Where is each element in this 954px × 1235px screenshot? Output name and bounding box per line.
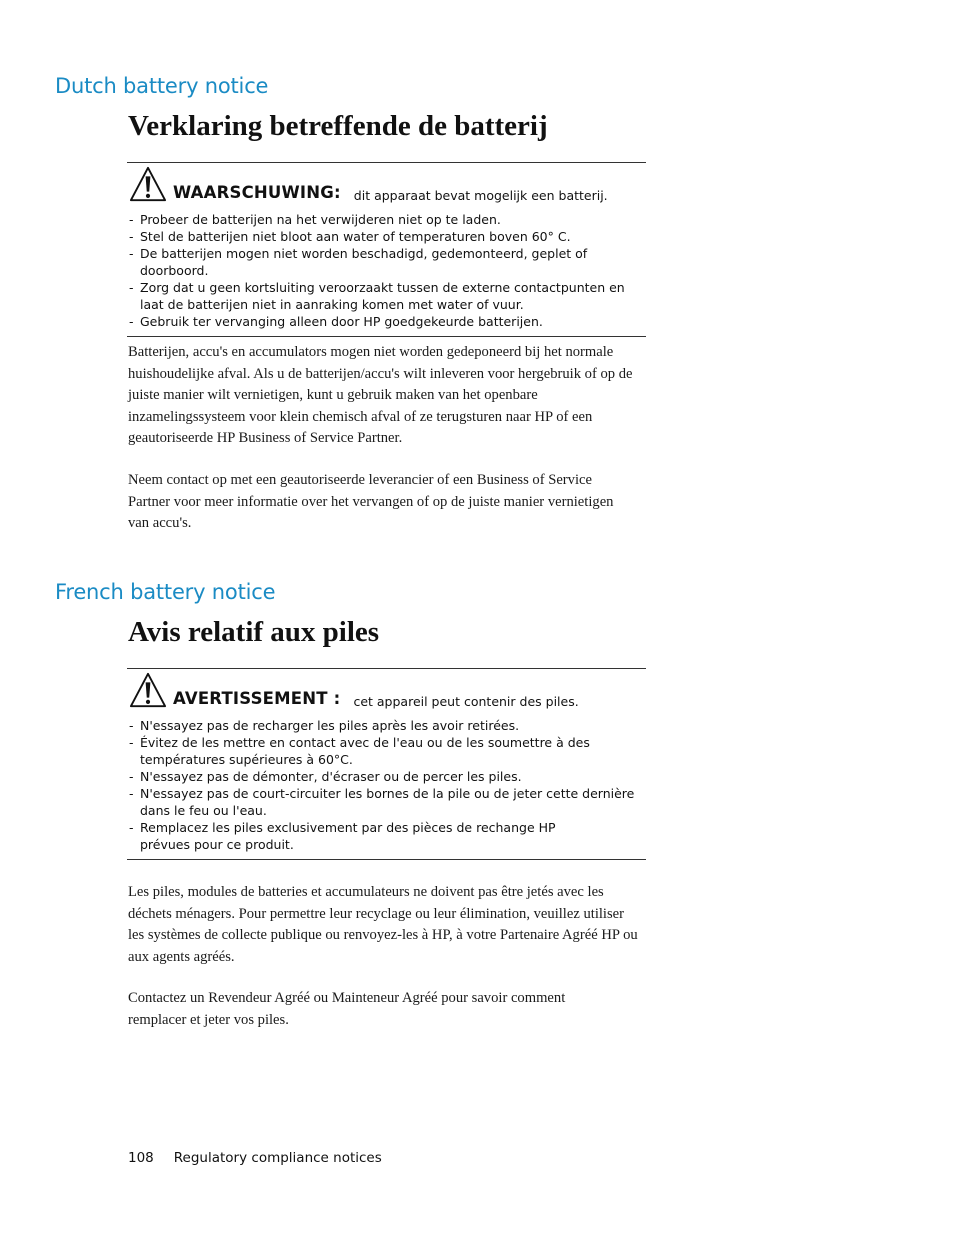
french-warning-label: AVERTISSEMENT : — [173, 689, 341, 708]
list-item: - Probeer de batterijen na het verwijderen niet op te laden. — [129, 212, 501, 227]
list-item: - Zorg dat u geen kortsluiting veroorzaakt tussen de externe contactpunten en laat de batterijen niet in aanraking komen met water of vuur. — [129, 280, 625, 312]
chapter-title: Regulatory compliance notices — [173, 1150, 382, 1166]
dutch-warning-box — [127, 162, 646, 337]
list-item: - Évitez de les mettre en contact avec de l'eau ou de les soumettre à des températures supérieures à 60°C. — [129, 735, 590, 767]
dutch-warning-list — [127, 203, 646, 336]
dutch-paragraph-1: Batterijen, accu's en accumulators mogen niet worden gedeponeerd bij het normale huishoudelijke afval. Als u de batterijen/accu's wilt inleveren voor hergebruik of op de juiste manier wilt vernietigen, kunt u gebruik maken van het openbare inzamelingssysteem voor klein chemisch afval of ze terugsturen naar HP of een geautoriseerde HP Business of Service Partner. — [128, 344, 633, 447]
dutch-warning-header — [127, 163, 646, 203]
list-item: - De batterijen mogen niet worden beschadigd, gedemonteerd, geplet of doorboord. — [129, 246, 588, 278]
french-notice-title: Avis relatif aux piles — [128, 616, 380, 648]
french-paragraph-2: Contactez un Revendeur Agréé ou Mainteneur Agréé pour savoir comment remplacer et jeter vos piles. — [128, 990, 566, 1028]
dutch-notice-title: Verklaring betreffende de batterij — [128, 110, 548, 142]
list-item: - N'essayez pas de court-circuiter les bornes de la pile ou de jeter cette dernière dans le feu ou l'eau. — [129, 786, 635, 818]
list-item: - Gebruik ter vervanging alleen door HP goedgekeurde batterijen. — [129, 314, 543, 329]
list-item: - N'essayez pas de recharger les piles après les avoir retirées. — [129, 718, 520, 733]
list-item: - Remplacez les piles exclusivement par des pièces de rechange HP prévues pour ce produit. — [129, 820, 556, 852]
french-section-heading: French battery notice — [55, 580, 276, 604]
french-warning-box — [127, 668, 646, 860]
list-item: - N'essayez pas de démonter, d'écraser ou de percer les piles. — [129, 769, 522, 784]
list-item: - Stel de batterijen niet bloot aan water of temperaturen boven 60° C. — [129, 229, 571, 244]
french-warning-header — [127, 669, 646, 709]
warning-triangle-icon — [129, 165, 167, 203]
french-warning-list — [127, 709, 646, 859]
dutch-warning-label: WAARSCHUWING: — [173, 183, 341, 202]
dutch-warning-text: dit apparaat bevat mogelijk een batterij. — [353, 188, 608, 203]
dutch-section-heading: Dutch battery notice — [55, 74, 269, 98]
french-paragraph-1: Les piles, modules de batteries et accumulateurs ne doivent pas être jetés avec les déchets ménagers. Pour permettre leur recyclage ou leur élimination, veuillez utiliser les systèmes de collecte publique ou renvoyez-les à HP, à votre Partenaire Agréé HP ou aux agents agréés. — [128, 884, 638, 965]
page-footer — [128, 1150, 382, 1166]
warning-triangle-icon — [129, 671, 167, 709]
dutch-paragraph-2: Neem contact op met een geautoriseerde leverancier of een Business of Service Partner voor meer informatie over het vervangen of op de juiste manier vernietigen van accu's. — [128, 472, 614, 532]
french-warning-text: cet appareil peut contenir des piles. — [353, 694, 579, 709]
page-number: 108 — [128, 1150, 154, 1166]
